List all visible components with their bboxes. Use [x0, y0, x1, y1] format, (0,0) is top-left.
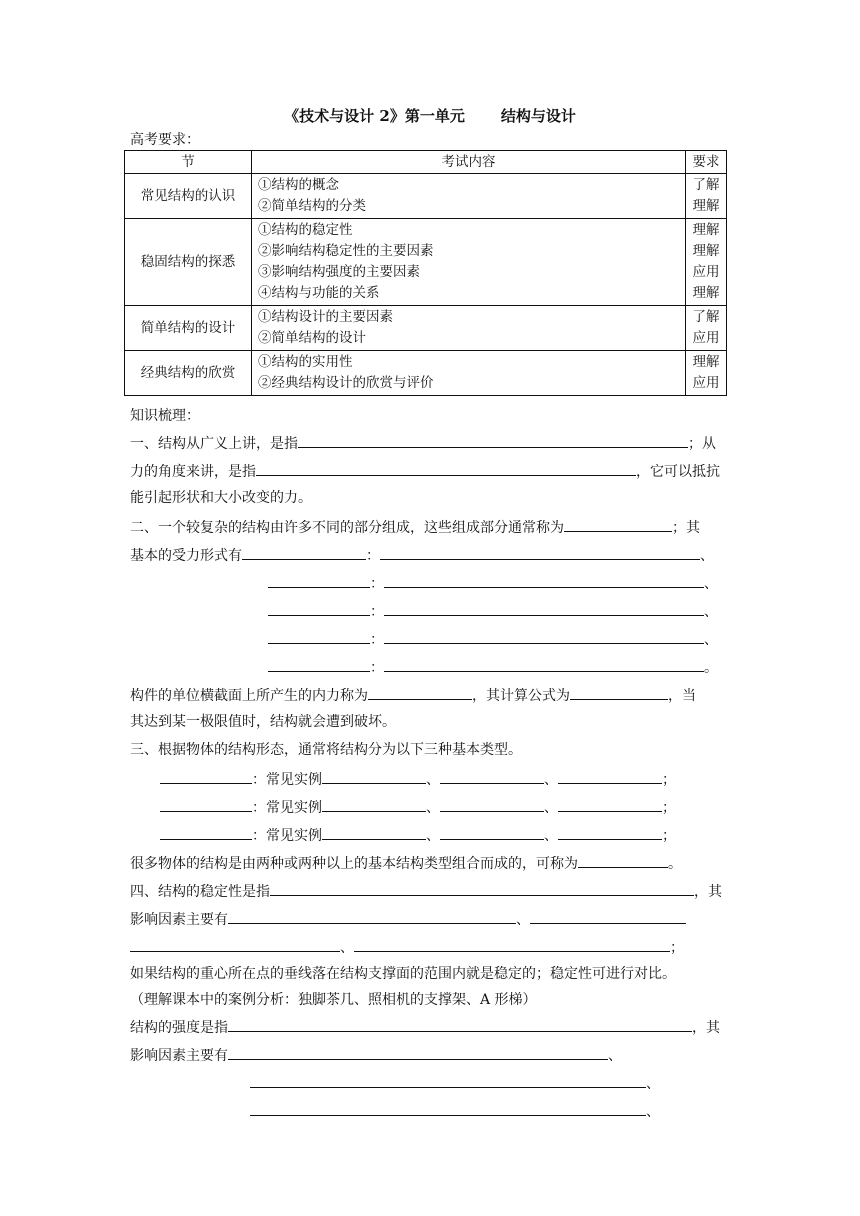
blank[interactable] — [322, 769, 426, 784]
row-req: 应用 — [692, 375, 720, 391]
blank[interactable] — [268, 657, 370, 672]
line-s3-type-3 — [160, 825, 676, 845]
row-reqs — [686, 174, 727, 219]
line-s2-f — [268, 657, 718, 677]
line-stress-b: 其达到某一极限值时，结构就会遭到破坏。 — [130, 714, 396, 730]
text: ：常见实例 — [252, 772, 322, 788]
line-s4-b — [130, 909, 686, 929]
blank[interactable] — [242, 545, 366, 560]
row-req: 了解 — [692, 309, 720, 325]
blank[interactable] — [228, 909, 516, 924]
text: 、 — [544, 800, 558, 816]
line-s5-c — [250, 1073, 660, 1093]
blank[interactable] — [440, 825, 544, 840]
blank[interactable] — [228, 1017, 692, 1032]
row-req: 理解 — [692, 198, 720, 214]
blank[interactable] — [160, 797, 252, 812]
text: 、 — [700, 548, 714, 564]
text: 、 — [704, 604, 718, 620]
text: ； — [662, 772, 676, 788]
text: 一、结构从广义上讲，是指 — [130, 436, 298, 452]
exam-requirements-label: 高考要求： — [130, 132, 200, 148]
header-content: 考试内容 — [252, 151, 686, 174]
blank[interactable] — [256, 461, 636, 476]
header-section: 节 — [125, 151, 252, 174]
blank[interactable] — [130, 937, 340, 952]
text: ，当 — [668, 688, 696, 704]
row-req: 了解 — [692, 177, 720, 193]
line-s5-a — [130, 1017, 720, 1037]
line-s3-a: 三、根据物体的结构形态，通常将结构分为以下三种基本类型。 — [130, 742, 522, 758]
line-s2-c — [268, 573, 718, 593]
text: ； — [662, 800, 676, 816]
text: ： — [366, 548, 380, 564]
blank[interactable] — [380, 545, 700, 560]
text: 、 — [426, 772, 440, 788]
row-reqs — [686, 219, 727, 306]
text: 四、结构的稳定性是指 — [130, 884, 270, 900]
line-s1-a — [130, 433, 716, 453]
row-section: 稳固结构的探悉 — [125, 219, 252, 306]
row-req: 理解 — [692, 222, 720, 238]
blank[interactable] — [354, 937, 670, 952]
line-s4-e: （理解课本中的案例分析：独脚茶几、照相机的支撑架、A 形梯） — [130, 992, 537, 1008]
text: ，它可以抵抗 — [636, 464, 720, 480]
text: 、 — [426, 828, 440, 844]
blank[interactable] — [558, 769, 662, 784]
line-s2-b — [130, 545, 714, 565]
row-item: ③影响结构强度的主要因素 — [258, 264, 420, 280]
title-part-1: 《技术与设计 2》第一单元 — [284, 107, 465, 125]
blank[interactable] — [384, 601, 704, 616]
blank[interactable] — [384, 629, 704, 644]
blank[interactable] — [250, 1101, 646, 1116]
text: 、 — [646, 1076, 660, 1092]
text: ，其计算公式为 — [472, 688, 570, 704]
row-items — [252, 219, 686, 306]
line-s2-d — [268, 601, 718, 621]
blank[interactable] — [368, 685, 472, 700]
knowledge-label: 知识梳理： — [130, 408, 200, 424]
blank[interactable] — [322, 797, 426, 812]
row-section: 常见结构的认识 — [125, 174, 252, 219]
blank[interactable] — [558, 797, 662, 812]
line-s4-c — [130, 937, 684, 957]
line-stress-a — [130, 685, 696, 705]
text: 、 — [704, 576, 718, 592]
blank[interactable] — [530, 909, 686, 924]
line-s2-e — [268, 629, 718, 649]
blank[interactable] — [558, 825, 662, 840]
line-s5-b — [130, 1045, 622, 1065]
line-s4-d: 如果结构的重心所在点的垂线落在结构支撑面的范围内就是稳定的；稳定性可进行对比。 — [130, 966, 676, 982]
row-item: ②简单结构的设计 — [258, 330, 366, 346]
row-items — [252, 306, 686, 351]
text: 、 — [544, 828, 558, 844]
blank[interactable] — [160, 769, 252, 784]
blank[interactable] — [578, 853, 668, 868]
text: 、 — [516, 912, 530, 928]
blank[interactable] — [384, 657, 704, 672]
text: 、 — [704, 632, 718, 648]
row-item: ①结构设计的主要因素 — [258, 309, 393, 325]
row-reqs — [686, 306, 727, 351]
blank[interactable] — [268, 629, 370, 644]
text: ； — [670, 940, 684, 956]
text: 影响因素主要有 — [130, 912, 228, 928]
row-item: ②经典结构设计的欣赏与评价 — [258, 375, 434, 391]
table-row — [125, 306, 727, 351]
text: 、 — [608, 1048, 622, 1064]
table-header-row — [125, 151, 727, 174]
text: ： — [370, 660, 384, 676]
text: 、 — [646, 1104, 660, 1120]
requirements-table — [124, 150, 727, 396]
row-req: 理解 — [692, 243, 720, 259]
row-req: 应用 — [692, 264, 720, 280]
text: ；其 — [672, 520, 700, 536]
text: 构件的单位横截面上所产生的内力称为 — [130, 688, 368, 704]
row-req: 理解 — [692, 285, 720, 301]
row-section: 简单结构的设计 — [125, 306, 252, 351]
text: ； — [662, 828, 676, 844]
row-item: ②影响结构稳定性的主要因素 — [258, 243, 434, 259]
line-s4-a — [130, 881, 722, 901]
line-s5-d — [250, 1101, 660, 1121]
row-item: ①结构的实用性 — [258, 354, 353, 370]
line-s3-type-2 — [160, 797, 676, 817]
row-item: ②简单结构的分类 — [258, 198, 366, 214]
blank[interactable] — [440, 797, 544, 812]
text: 很多物体的结构是由两种或两种以上的基本结构类型组合而成的，可称为 — [130, 856, 578, 872]
blank[interactable] — [270, 881, 694, 896]
text: ；从 — [688, 436, 716, 452]
blank[interactable] — [384, 573, 704, 588]
table-row — [125, 174, 727, 219]
text: ： — [370, 604, 384, 620]
row-reqs — [686, 351, 727, 396]
blank[interactable] — [322, 825, 426, 840]
row-items — [252, 174, 686, 219]
text: 影响因素主要有 — [130, 1048, 228, 1064]
row-req: 应用 — [692, 330, 720, 346]
blank[interactable] — [160, 825, 252, 840]
row-item: ①结构的稳定性 — [258, 222, 353, 238]
blank[interactable] — [250, 1073, 646, 1088]
page-title — [0, 107, 860, 125]
table-row — [125, 219, 727, 306]
text: 基本的受力形式有 — [130, 548, 242, 564]
row-section: 经典结构的欣赏 — [125, 351, 252, 396]
blank[interactable] — [268, 573, 370, 588]
text: ： — [370, 576, 384, 592]
row-item: ①结构的概念 — [258, 177, 339, 193]
text: ，其 — [692, 1020, 720, 1036]
blank[interactable] — [570, 685, 668, 700]
text: 、 — [544, 772, 558, 788]
line-s1-b — [130, 461, 720, 481]
text: 、 — [426, 800, 440, 816]
blank[interactable] — [564, 517, 672, 532]
text: ：常见实例 — [252, 828, 322, 844]
row-req: 理解 — [692, 354, 720, 370]
blank[interactable] — [440, 769, 544, 784]
line-s3-b — [130, 853, 682, 873]
text: 。 — [668, 856, 682, 872]
table-row — [125, 351, 727, 396]
line-s1-c: 能引起形状和大小改变的力。 — [130, 490, 312, 506]
line-s2-a — [130, 517, 700, 537]
text: ，其 — [694, 884, 722, 900]
text: ：常见实例 — [252, 800, 322, 816]
text: 结构的强度是指 — [130, 1020, 228, 1036]
text: ： — [370, 632, 384, 648]
blank[interactable] — [268, 601, 370, 616]
text: 二、一个较复杂的结构由许多不同的部分组成，这些组成部分通常称为 — [130, 520, 564, 536]
line-s3-type-1 — [160, 769, 676, 789]
row-items — [252, 351, 686, 396]
title-part-2: 结构与设计 — [500, 107, 576, 125]
blank[interactable] — [228, 1045, 608, 1060]
text: 、 — [340, 940, 354, 956]
blank[interactable] — [298, 433, 688, 448]
text: 力的角度来讲，是指 — [130, 464, 256, 480]
row-item: ④结构与功能的关系 — [258, 285, 380, 301]
text: 。 — [704, 660, 718, 676]
header-requirement: 要求 — [686, 151, 727, 174]
